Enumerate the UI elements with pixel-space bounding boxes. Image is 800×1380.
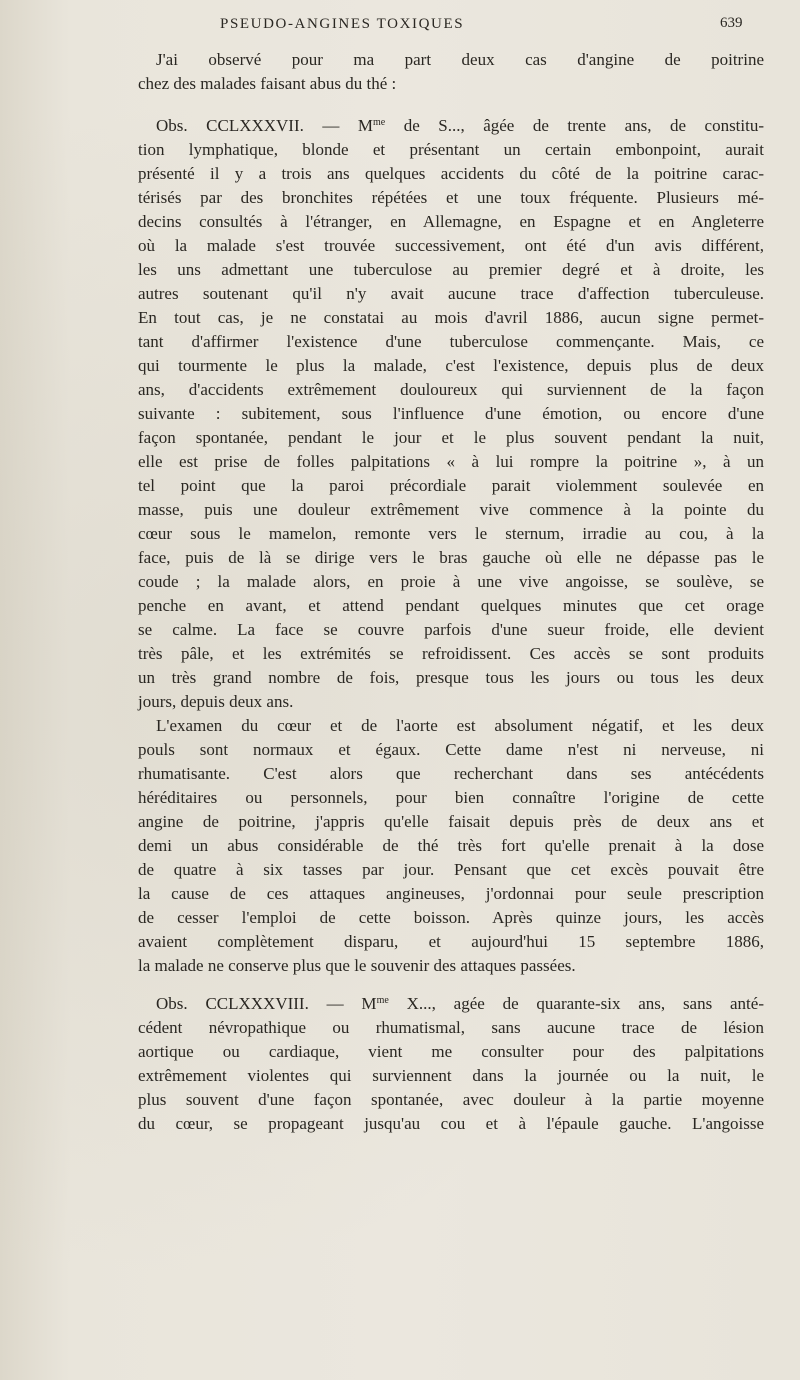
text-line: héréditaires ou personnels, pour bien connaître l'origine de cette (138, 788, 764, 807)
text-line: face, puis de là se dirige vers le bras gauche où elle ne dépasse pas le (138, 548, 764, 567)
text-line: masse, puis une douleur extrêmement vive commence à la pointe du (138, 500, 764, 519)
text-line: de quatre à six tasses par jour. Pensant que cet excès pouvait être (138, 860, 764, 879)
text-line: la malade ne conserve plus que le souvenir des attaques passées. (138, 956, 576, 975)
text-line: cœur sous le mamelon, remonte vers le sternum, irradie au cou, à la (138, 524, 764, 543)
text-line: decins consultés à l'étranger, en Allemagne, en Espagne et en Angleterre (138, 212, 764, 231)
text-line: plus souvent d'une façon spontanée, avec douleur à la partie moyenne (138, 1090, 764, 1109)
observation-288 (138, 992, 764, 1136)
text-line: penche en avant, et attend pendant quelques minutes que cet orage (138, 596, 764, 615)
body-text (138, 48, 764, 1136)
text-line: tion lymphatique, blonde et présentant un certain embonpoint, aurait (138, 140, 764, 159)
text-line: jours, depuis deux ans. (138, 692, 294, 711)
text-line: ans, d'accidents extrêmement douloureux qui surviennent de la façon (138, 380, 764, 399)
text-line: elle est prise de folles palpitations « à lui rompre la poitrine », à un (138, 452, 764, 471)
text-line: très pâle, et les extrémités se refroidissent. Ces accès se sont produits (138, 644, 764, 663)
text-line: la cause de ces attaques angineuses, j'ordonnai pour seule prescription (138, 884, 764, 903)
text-line: présenté il y a trois ans quelques accidents du côté de la poitrine carac- (138, 164, 764, 183)
intro-paragraph (138, 48, 764, 96)
observation-heading-line: Obs. CCLXXXVIII. — $M^{me}$ X..., agée de quarante-six ans, sans anté- (156, 994, 764, 1013)
text-line: aortique ou cardiaque, vient me consulter pour des palpitations (138, 1042, 764, 1061)
observation-heading-line: Obs. CCLXXXVII. — $M^{me}$ de S..., âgée de trente ans, de constitu- (156, 116, 765, 135)
text-line: du cœur, se propageant jusqu'au cou et à l'épaule gauche. L'angoisse (138, 1114, 764, 1133)
running-head (0, 8, 800, 38)
text-line: autres soutenant qu'il n'y avait aucune trace d'affection tuberculeuse. (138, 284, 764, 303)
text-line: rhumatisante. C'est alors que recherchant dans ses antécédents (138, 764, 764, 783)
text-line: suivante : subitement, sous l'influence d'une émotion, ou encore d'une (138, 404, 764, 423)
text-line: qui tourmente le plus la malade, c'est l'existence, depuis plus de deux (138, 356, 764, 375)
text-line: extrêmement violentes qui surviennent dans la journée ou la nuit, le (138, 1066, 764, 1085)
text-line: où la malade s'est trouvée successivement, ont été d'un avis différent, (138, 236, 764, 255)
text-line: cédent névropathique ou rhumatismal, sans aucune trace de lésion (138, 1018, 764, 1037)
text-line: se calme. La face se couvre parfois d'une sueur froide, elle devient (138, 620, 764, 639)
text-line: les uns admettant une tuberculose au premier degré et à droite, les (138, 260, 764, 279)
text-line: de cesser l'emploi de cette boisson. Après quinze jours, les accès (138, 908, 764, 927)
text-line: En tout cas, je ne constatai au mois d'avril 1886, aucun signe permet- (138, 308, 764, 327)
text-line: façon spontanée, pendant le jour et le plus souvent pendant la nuit, (138, 428, 764, 447)
page-number: 639 (720, 15, 743, 31)
text-line: coude ; la malade alors, en proie à une vive angoisse, se soulève, se (138, 572, 764, 591)
text-line: un très grand nombre de fois, presque tous les jours ou tous les deux (138, 668, 764, 687)
observation-287 (138, 114, 764, 978)
running-title: PSEUDO-ANGINES TOXIQUES (220, 16, 465, 32)
text-line: térisés par des bronchites répétées et une toux fréquente. Plusieurs mé- (138, 188, 764, 207)
text-line: chez des malades faisant abus du thé : (138, 74, 397, 93)
text-line: tel point que la paroi précordiale parait violemment soulevée en (138, 476, 764, 495)
text-line: demi un abus considérable de thé très fort qu'elle prenait à la dose (138, 836, 764, 855)
text-line: L'examen du cœur et de l'aorte est absolument négatif, et les deux (156, 716, 764, 735)
text-line: pouls sont normaux et égaux. Cette dame n'est ni nerveuse, ni (138, 740, 764, 759)
text-line: J'ai observé pour ma part deux cas d'angine de poitrine (156, 50, 764, 69)
text-line: angine de poitrine, j'appris qu'elle faisait depuis près de deux ans et (138, 812, 764, 831)
text-line: avaient complètement disparu, et aujourd'hui 15 septembre 1886, (138, 932, 764, 951)
text-line: tant d'affirmer l'existence d'une tuberculose commençante. Mais, ce (138, 332, 764, 351)
